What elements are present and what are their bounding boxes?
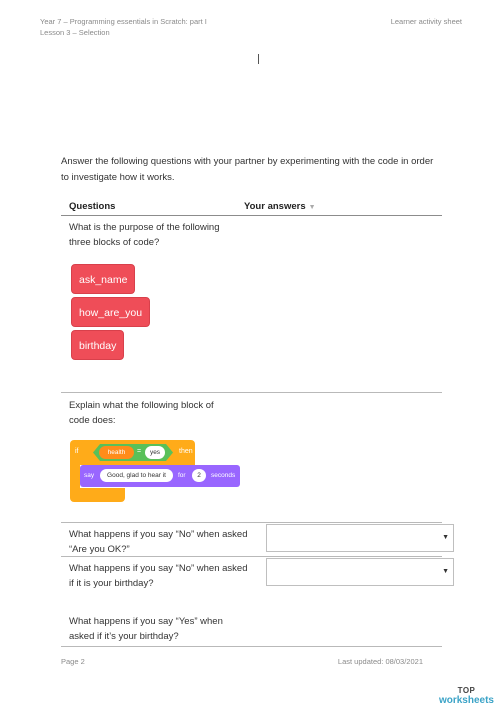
- header-divider: [61, 215, 442, 216]
- if-block-footer: [70, 488, 125, 502]
- custom-block-how-are-you: how_are_you: [71, 297, 150, 327]
- row-divider: [61, 392, 442, 393]
- answers-column-header[interactable]: [244, 201, 316, 212]
- custom-block-birthday: birthday: [71, 330, 124, 360]
- say-keyword: say: [84, 472, 95, 479]
- row-divider: [61, 522, 442, 523]
- question-3: What happens if you say “No” when asked “Are you OK?”: [69, 529, 248, 555]
- for-keyword: for: [178, 472, 186, 479]
- if-keyword: if: [75, 448, 79, 455]
- text-cursor: [258, 54, 259, 64]
- question-2: Explain what the following block of code does:: [69, 400, 214, 426]
- answer-dropdown-1[interactable]: [266, 524, 454, 552]
- logo-line-2: worksheets: [438, 695, 494, 706]
- header-lesson: Lesson 3 – Selection: [40, 28, 110, 37]
- say-message: Good, glad to hear it: [100, 469, 173, 482]
- row-divider: [61, 556, 442, 557]
- logo-line-1: TOP: [457, 686, 476, 695]
- health-variable: health: [99, 446, 134, 459]
- answer-dropdown-2[interactable]: [266, 558, 454, 586]
- question-1: What is the purpose of the following three blocks of code?: [69, 222, 220, 248]
- table-bottom-rule: [61, 646, 442, 647]
- if-block-arm: [70, 463, 80, 491]
- yes-value: yes: [145, 446, 165, 459]
- sort-triangle-icon[interactable]: ▼: [308, 204, 316, 211]
- topworksheets-logo: [439, 686, 494, 706]
- chevron-down-icon: ▼: [442, 568, 449, 575]
- question-4: What happens if you say “No” when asked if it is your birthday?: [69, 563, 248, 589]
- header-course: Year 7 – Programming essentials in Scratch: part I: [40, 17, 207, 26]
- seconds-keyword: seconds: [211, 472, 236, 479]
- page-number: Page 2: [61, 657, 85, 666]
- then-keyword: then: [179, 448, 193, 455]
- intro-text: Answer the following questions with your partner by experimenting with the code in order to investigate how it works.: [61, 156, 434, 183]
- seconds-value: 2: [192, 469, 206, 482]
- chevron-down-icon: ▼: [442, 534, 449, 541]
- last-updated: Last updated: 08/03/2021: [337, 657, 423, 666]
- header-sheet-type: Learner activity sheet: [390, 17, 462, 26]
- answers-column-label: Your answers: [244, 201, 306, 212]
- question-5: What happens if you say “Yes” when asked if it’s your birthday?: [69, 616, 223, 642]
- equals-operator: =: [137, 448, 142, 455]
- custom-block-ask-name: ask_name: [71, 264, 135, 294]
- questions-column-header: Questions: [69, 201, 116, 212]
